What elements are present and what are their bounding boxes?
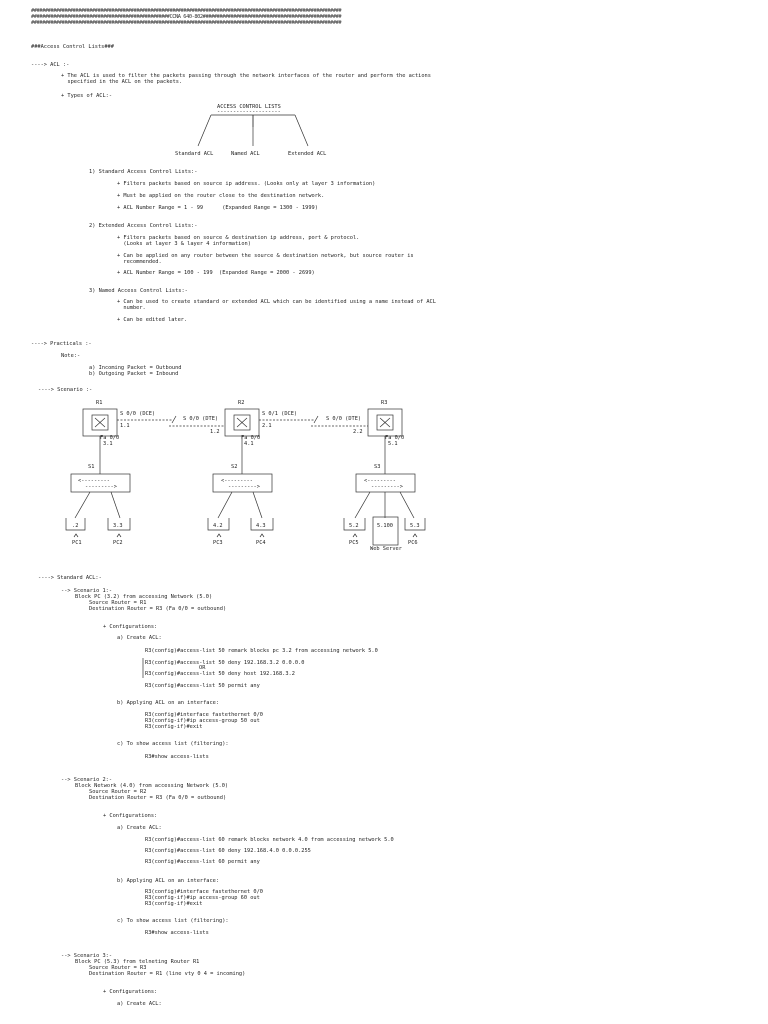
r1-fa-ip: 3.1: [103, 441, 113, 447]
host-ip-pc4: 4.3: [256, 523, 266, 529]
sc2-show-heading: c) To show access list (filtering):: [117, 918, 229, 924]
sc2-cmd-1: R3(config)#access-list 60 remark blocks network 4.0 from accessing network 5.0: [145, 837, 394, 843]
extended-bullet-2b: recommended.: [117, 259, 162, 265]
s1-arrow-left: <---------: [78, 478, 110, 484]
types-heading: + Types of ACL:-: [61, 93, 113, 99]
host-ip-webserver: 5.100: [377, 523, 393, 529]
sc1-show-heading: c) To show access list (filtering):: [117, 741, 229, 747]
router-label-r2: R2: [238, 400, 245, 406]
router-label-r1: R1: [96, 400, 103, 406]
sc2-cmd-2: R3(config)#access-list 60 deny 192.168.4.0 0.0.0.255: [145, 848, 311, 854]
host-boxes: [66, 517, 425, 545]
host-ip-pc6: 5.3: [410, 523, 420, 529]
r1-fa-label: Fa 0/0: [100, 435, 120, 441]
router-switch-links: [100, 436, 385, 474]
note-b: b) Outgoing Packet = Inbound: [89, 371, 179, 377]
r3-fa-ip: 5.1: [388, 441, 398, 447]
extended-bullet-3: + ACL Number Range = 100 - 199 (Expanded Range = 2000 - 2699): [117, 270, 315, 276]
tree-leaf-standard: Standard ACL: [175, 151, 214, 157]
acl-heading: ----> ACL :-: [31, 62, 70, 68]
acl-tree-lines: [198, 115, 308, 146]
sc2-apply-heading: b) Applying ACL on an interface:: [117, 878, 220, 884]
sc1-destination: Destination Router = R3 (Fa 0/0 = outbound): [89, 606, 227, 612]
sc2-apply-3: R3(config-if)#exit: [145, 901, 203, 907]
switch-label-s1: S1: [88, 464, 95, 470]
banner-line-3: ################################################################################################################: [31, 20, 342, 26]
tree-root-label: ACCESS CONTROL LISTS: [217, 104, 281, 110]
host-name-pc4: PC4: [256, 540, 266, 546]
section-title: ###Access Control Lists###: [31, 44, 114, 50]
sc1-apply-3: R3(config-if)#exit: [145, 724, 203, 730]
standard-bullet-2: + Must be applied on the router close to the destination network.: [117, 193, 325, 199]
switch-host-links: [75, 492, 414, 518]
switch-label-s3: S3: [374, 464, 381, 470]
sc1-apply-heading: b) Applying ACL on an interface:: [117, 700, 220, 706]
s2-arrow-right: --------->: [228, 484, 260, 490]
router-label-r3: R3: [381, 400, 388, 406]
sc3-config-heading: + Configurations:: [103, 989, 158, 995]
r2-fa-ip: 4.1: [244, 441, 254, 447]
host-ip-pc2: 3.3: [113, 523, 123, 529]
banner-line-2: ##################################################CCNA 640-802##################################################: [31, 14, 342, 20]
note-label: Note:-: [61, 353, 81, 359]
sc1-or: OR: [199, 665, 206, 671]
host-ip-pc1: .2: [72, 523, 79, 529]
standard-bullet-1: + Filters packets based on source ip address. (Looks only at layer 3 information): [117, 181, 376, 187]
standard-title: 1) Standard Access Control Lists:-: [89, 169, 198, 175]
extended-bullet-2a: + Can be applied on any router between the source & destination network, but source router is: [117, 253, 414, 259]
standard-acl-heading: ----> Standard ACL:-: [38, 575, 102, 581]
host-ip-pc5: 5.2: [349, 523, 359, 529]
host-name-pc6: PC6: [408, 540, 418, 546]
standard-bullet-3: + ACL Number Range = 1 - 99 (Expanded Range = 1300 - 1999): [117, 205, 318, 211]
note-a: a) Incoming Packet = Outbound: [89, 365, 182, 371]
sc1-create-heading: a) Create ACL:: [117, 635, 162, 641]
sc3-source: Source Router = R3: [89, 965, 147, 971]
sc2-title: --> Scenario 2:-: [61, 777, 113, 783]
router-r3-box: [368, 409, 402, 436]
named-title: 3) Named Access Control Lists:-: [89, 288, 188, 294]
serial-link-r1-r2: [117, 416, 225, 426]
link1-right-ip: 1.2: [210, 429, 220, 435]
practicals-heading: ----> Practicals :-: [31, 341, 92, 347]
sc3-destination: Destination Router = R1 (line vty 0 4 = incoming): [89, 971, 246, 977]
sc2-cmd-3: R3(config)#access-list 60 permit any: [145, 859, 260, 865]
s2-arrow-left: <---------: [221, 478, 253, 484]
acl-intro-line-2: specified in the ACL on the packets.: [61, 79, 183, 85]
named-bullet-1b: number.: [117, 305, 146, 311]
extended-bullet-1a: + Filters packets based on source & destination ip address, port & protocol.: [117, 235, 360, 241]
scenario-heading: ----> Scenario :-: [38, 387, 93, 393]
r3-fa-label: Fa 0/0: [385, 435, 405, 441]
acl-intro-line-1: + The ACL is used to filter the packets passing through the network interfaces of the router and perform the actions: [61, 73, 431, 79]
sc1-source: Source Router = R1: [89, 600, 147, 606]
sc1-show-1: R3#show access-lists: [145, 754, 209, 760]
router-r1-box: [83, 409, 117, 436]
sc2-apply-1: R3(config)#interface fastethernet 0/0: [145, 889, 263, 895]
sc2-apply-2: R3(config-if)#ip access-group 60 out: [145, 895, 260, 901]
host-name-pc5: PC5: [349, 540, 359, 546]
serial-link-r2-r3: [259, 416, 368, 426]
host-name-pc2: PC2: [113, 540, 123, 546]
router-r2-box: [225, 409, 259, 436]
link1-left-port: S 0/0 (DCE): [120, 411, 156, 417]
sc1-cmd-4: R3(config)#access-list 50 permit any: [145, 683, 260, 689]
host-name-pc1: PC1: [72, 540, 82, 546]
sc1-title: --> Scenario 1:-: [61, 588, 113, 594]
named-bullet-2: + Can be edited later.: [117, 317, 188, 323]
link2-right-ip: 2.2: [353, 429, 363, 435]
r2-fa-label: Fa 0/0: [241, 435, 261, 441]
sc1-apply-1: R3(config)#interface fastethernet 0/0: [145, 712, 263, 718]
named-bullet-1a: + Can be used to create standard or extended ACL which can be identified using a name instead of ACL: [117, 299, 436, 305]
host-ip-pc3: 4.2: [213, 523, 223, 529]
link1-left-ip: 1.1: [120, 423, 130, 429]
sc2-show-1: R3#show access-lists: [145, 930, 209, 936]
tree-leaf-extended: Extended ACL: [288, 151, 327, 157]
sc1-config-heading: + Configurations:: [103, 624, 158, 630]
tree-leaf-named: Named ACL: [231, 151, 260, 157]
sc3-create-heading: a) Create ACL:: [117, 1001, 162, 1007]
sc1-cmd-1: R3(config)#access-list 50 remark blocks pc 3.2 from accessing network 5.0: [145, 648, 378, 654]
extended-bullet-1b: (Looks at layer 3 & layer 4 information): [117, 241, 251, 247]
s1-arrow-right: --------->: [85, 484, 117, 490]
s3-arrow-right: --------->: [371, 484, 403, 490]
sc1-cmd-3: R3(config)#access-list 50 deny host 192.168.3.2: [145, 671, 295, 677]
sc2-config-heading: + Configurations:: [103, 813, 158, 819]
sc3-title: --> Scenario 3:-: [61, 953, 113, 959]
s3-arrow-left: <---------: [364, 478, 396, 484]
tree-root-underline: --------------------: [217, 109, 281, 115]
extended-title: 2) Extended Access Control Lists:-: [89, 223, 198, 229]
host-name-pc3: PC3: [213, 540, 223, 546]
link2-right-port: S 0/0 (DTE): [326, 416, 362, 422]
link2-left-port: S 0/1 (DCE): [262, 411, 298, 417]
sc2-desc: Block Network (4.0) from accessing Network (5.0): [75, 783, 229, 789]
sc1-cmd-2: R3(config)#access-list 50 deny 192.168.3.2 0.0.0.0: [145, 660, 305, 666]
link1-right-port: S 0/0 (DTE): [183, 416, 219, 422]
sc2-source: Source Router = R2: [89, 789, 147, 795]
switch-boxes: [71, 474, 415, 492]
sc2-create-heading: a) Create ACL:: [117, 825, 162, 831]
sc2-destination: Destination Router = R3 (Fa 0/0 = outbound): [89, 795, 227, 801]
banner-line-1: ################################################################################################################: [31, 8, 342, 14]
switch-label-s2: S2: [231, 464, 238, 470]
host-stands: [74, 534, 417, 537]
host-name-webserver: Web Server: [370, 546, 402, 552]
sc1-apply-2: R3(config-if)#ip access-group 50 out: [145, 718, 260, 724]
link2-left-ip: 2.1: [262, 423, 272, 429]
sc3-desc: Block PC (5.3) from telneting Router R1: [75, 959, 200, 965]
sc1-desc: Block PC (3.2) from accessing Network (5.0): [75, 594, 213, 600]
